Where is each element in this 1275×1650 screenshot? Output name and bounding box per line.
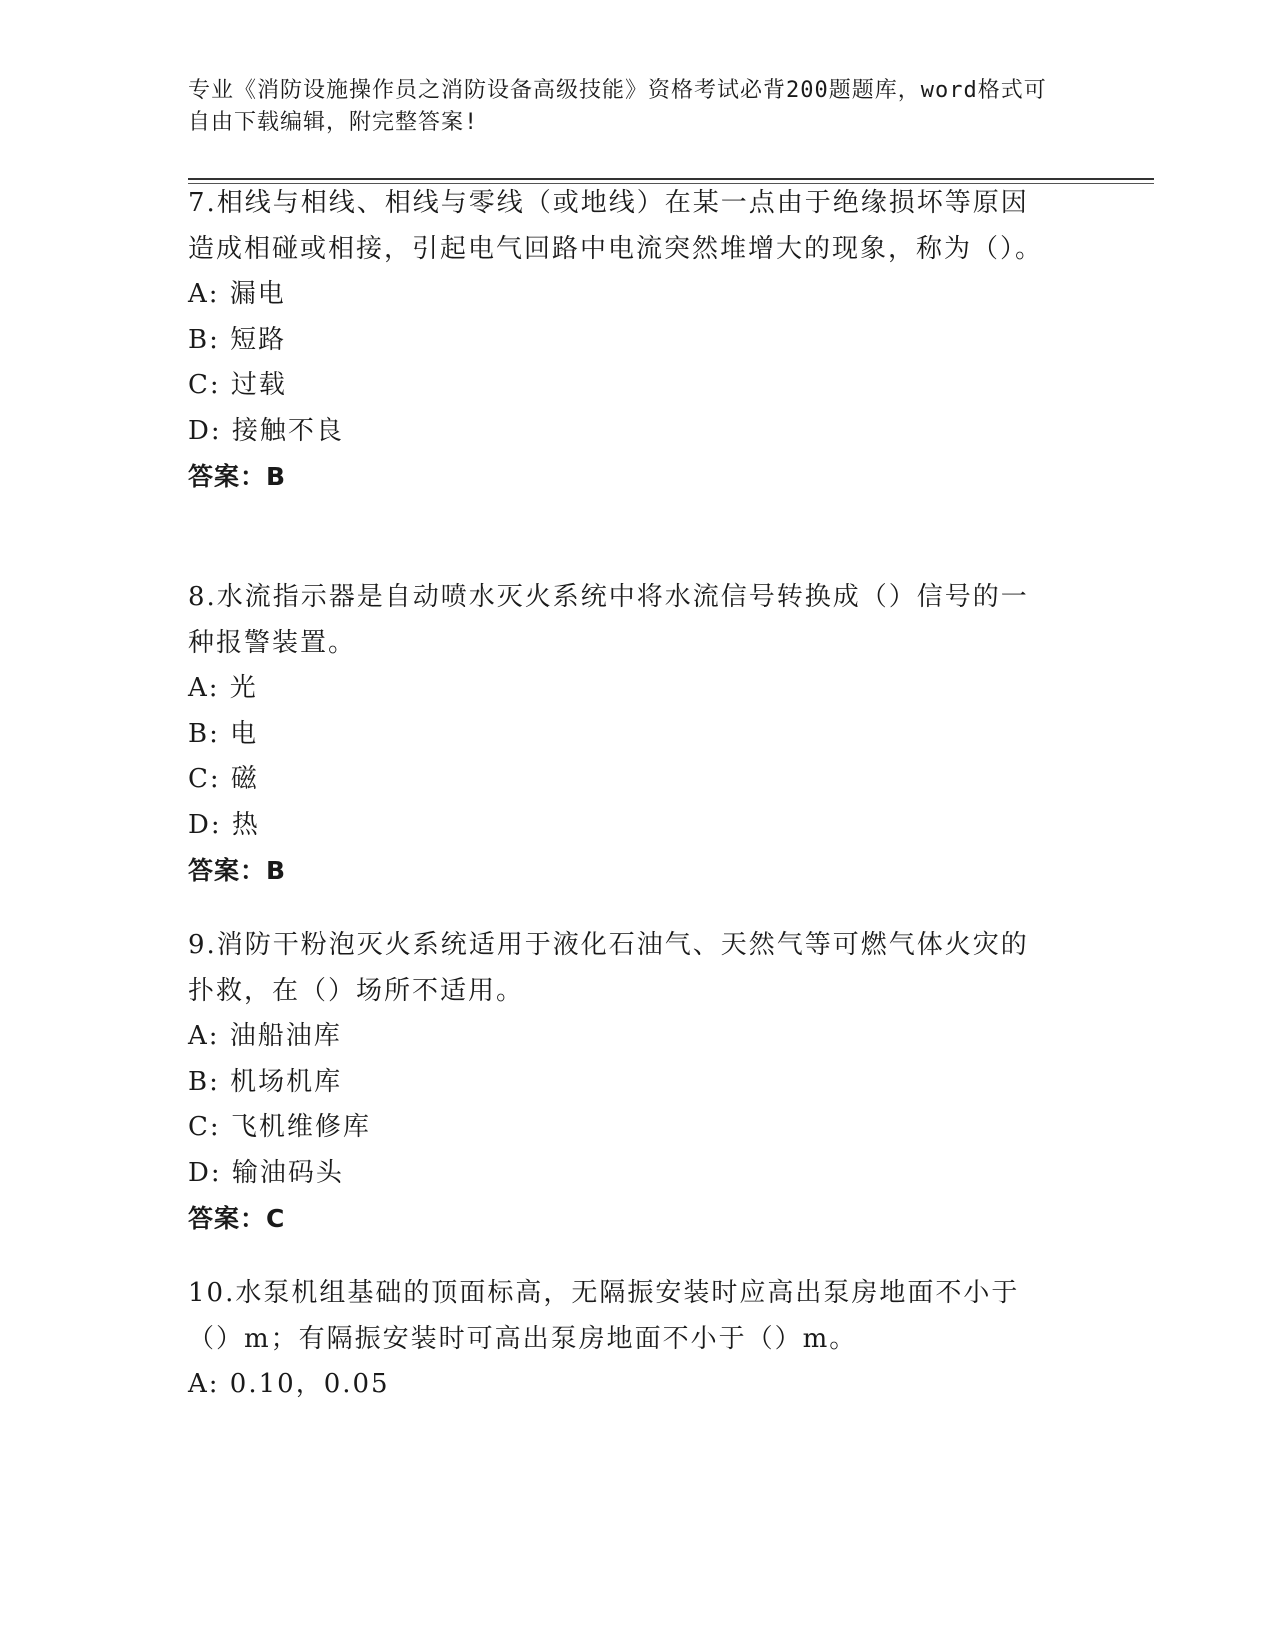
option-b: B: 机场机库 [188, 1066, 343, 1097]
question-text: 10.水泵机组基础的顶面标高，无隔振安装时应高出泵房地面不小于（）m；有隔振安装时可高出泵房地面不小于（）m。 [188, 1278, 1020, 1354]
answer: 答案：B [188, 856, 287, 885]
question-text: 8.水流指示器是自动喷水灭火系统中将水流信号转换成（）信号的一种报警装置。 [188, 582, 1029, 658]
option-a: A: 漏电 [188, 279, 286, 309]
option-a: A: 光 [188, 673, 258, 703]
option-d: D: 热 [188, 809, 260, 840]
option-c: C: 飞机维修库 [188, 1112, 371, 1142]
option-a: A: 0.10，0.05 [188, 1369, 390, 1399]
answer: 答案：C [188, 1204, 286, 1233]
answer: 答案：B [188, 462, 287, 491]
option-c: C: 磁 [188, 764, 259, 794]
question-text: 9.消防干粉泡灭火系统适用于液化石油气、天然气等可燃气体火灾的扑救，在（）场所不适用。 [188, 930, 1029, 1006]
document-header: 专业《消防设施操作员之消防设备高级技能》资格考试必背200题题库，word格式可自由下载编辑，附完整答案! [188, 78, 1047, 135]
question-7 [188, 180, 1068, 499]
question-9 [188, 922, 1068, 1241]
option-d: D: 输油码头 [188, 1157, 344, 1188]
question-8 [188, 574, 1068, 893]
option-d: D: 接触不良 [188, 415, 344, 446]
option-b: B: 短路 [188, 324, 287, 355]
question-text: 7.相线与相线、相线与零线（或地线）在某一点由于绝缘损坏等原因造成相碰或相接，引起电气回路中电流突然堆增大的现象，称为（）。 [188, 188, 1044, 264]
question-10 [188, 1270, 1068, 1408]
option-a: A: 油船油库 [188, 1021, 342, 1051]
option-c: C: 过载 [188, 370, 287, 400]
option-b: B: 电 [188, 718, 259, 749]
